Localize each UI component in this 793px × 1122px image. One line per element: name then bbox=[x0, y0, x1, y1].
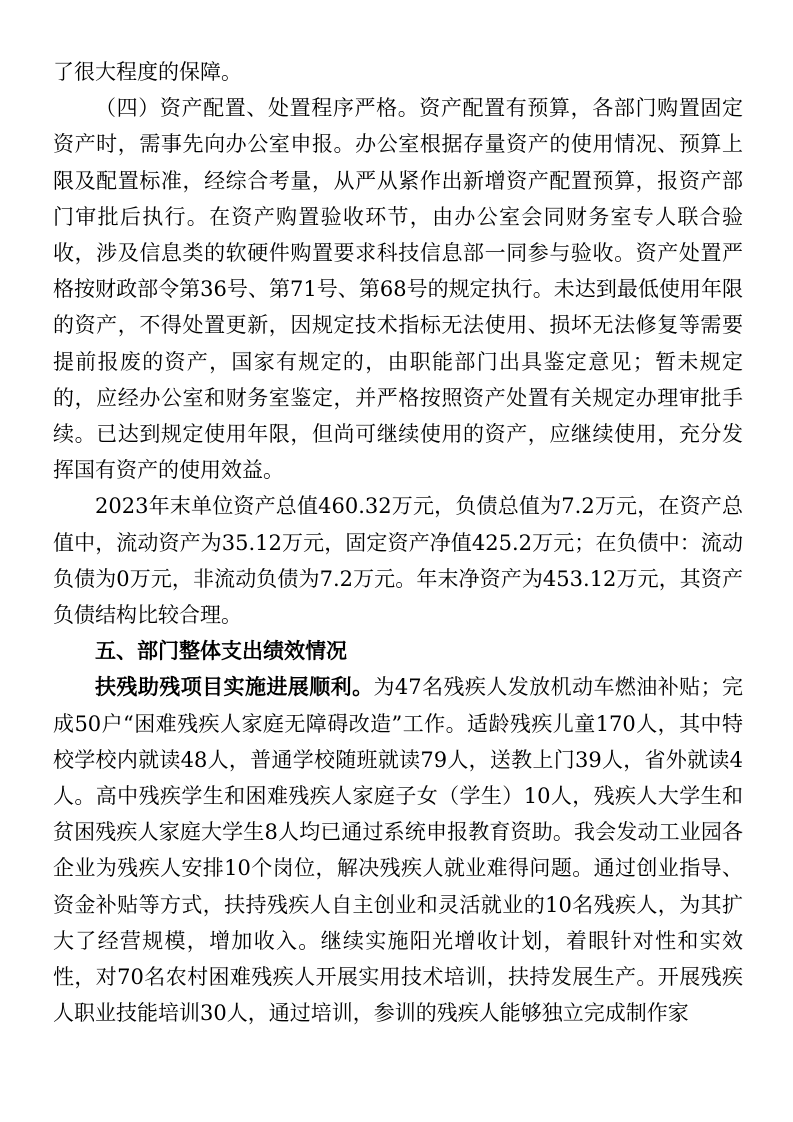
paragraph-asset-totals: 2023年末单位资产总值460.32万元，负债总值为7.2万元，在资产总值中，流动资产为35.12万元，固定资产净值425.2万元；在负债中：流动负债为0万元，非流动负债为7.2万元。年末净资产为453.12万元，其资产负债结构比较合理。 bbox=[53, 494, 743, 628]
project-details: 为47名残疾人发放机动车燃油补贴；完成50户“困难残疾人家庭无障碍改造”工作。适龄残疾儿童170人，其中特校学校内就读48人，普通学校随班就读79人，送教上门39人，省外就读4人。高中残疾学生和困难残疾人家庭子女（学生）10人，残疾人大学生和贫困残疾人家庭大学生8人均已通过系统申报教育资助。我会发动工业园各企业为残疾人安排10个岗位，解决残疾人就业难得问题。通过创业指导、资金补贴等方式，扶持残疾人自主创业和灵活就业的10名残疾人，为其扩大了经营规模，增加收入。继续实施阳光增收计划，着眼针对性和实效性，对70名农村困难残疾人开展实用技术培训，扶持发展生产。开展残疾人职业技能培训30人，通过培训，参训的残疾人能够独立完成制作家 bbox=[53, 675, 743, 1026]
lead-sentence: 扶残助残项目实施进展顺利。 bbox=[95, 675, 374, 700]
paragraph-asset-configuration: （四）资产配置、处置程序严格。资产配置有预算，各部门购置固定资产时，需事先向办公室申报。办公室根据存量资产的使用情况、预算上限及配置标准，经综合考量，从严从紧作出新增资产配置预算，报资产部门审批后执行。在资产购置验收环节，由办公室会同财务室专人联合验收，涉及信息类的软硬件购置要求科技信息部一同参与验收。资产处置严格按财政部令第36号、第71号、第68号的规定执行。未达到最低使用年限的资产，不得处置更新，因规定技术指标无法使用、损坏无法修复等需要提前报废的资产，国家有规定的，由职能部门出具鉴定意见；暂未规定的，应经办公室和财务室鉴定，并严格按照资产处置有关规定办理审批手续。已达到规定使用年限，但尚可继续使用的资产，应继续使用，充分发挥国有资产的使用效益。 bbox=[53, 96, 743, 483]
paragraph-project-progress bbox=[53, 669, 743, 1031]
paragraph-continuation: 了很大程度的保障。 bbox=[53, 60, 242, 84]
section-heading: 五、部门整体支出绩效情况 bbox=[95, 639, 347, 664]
